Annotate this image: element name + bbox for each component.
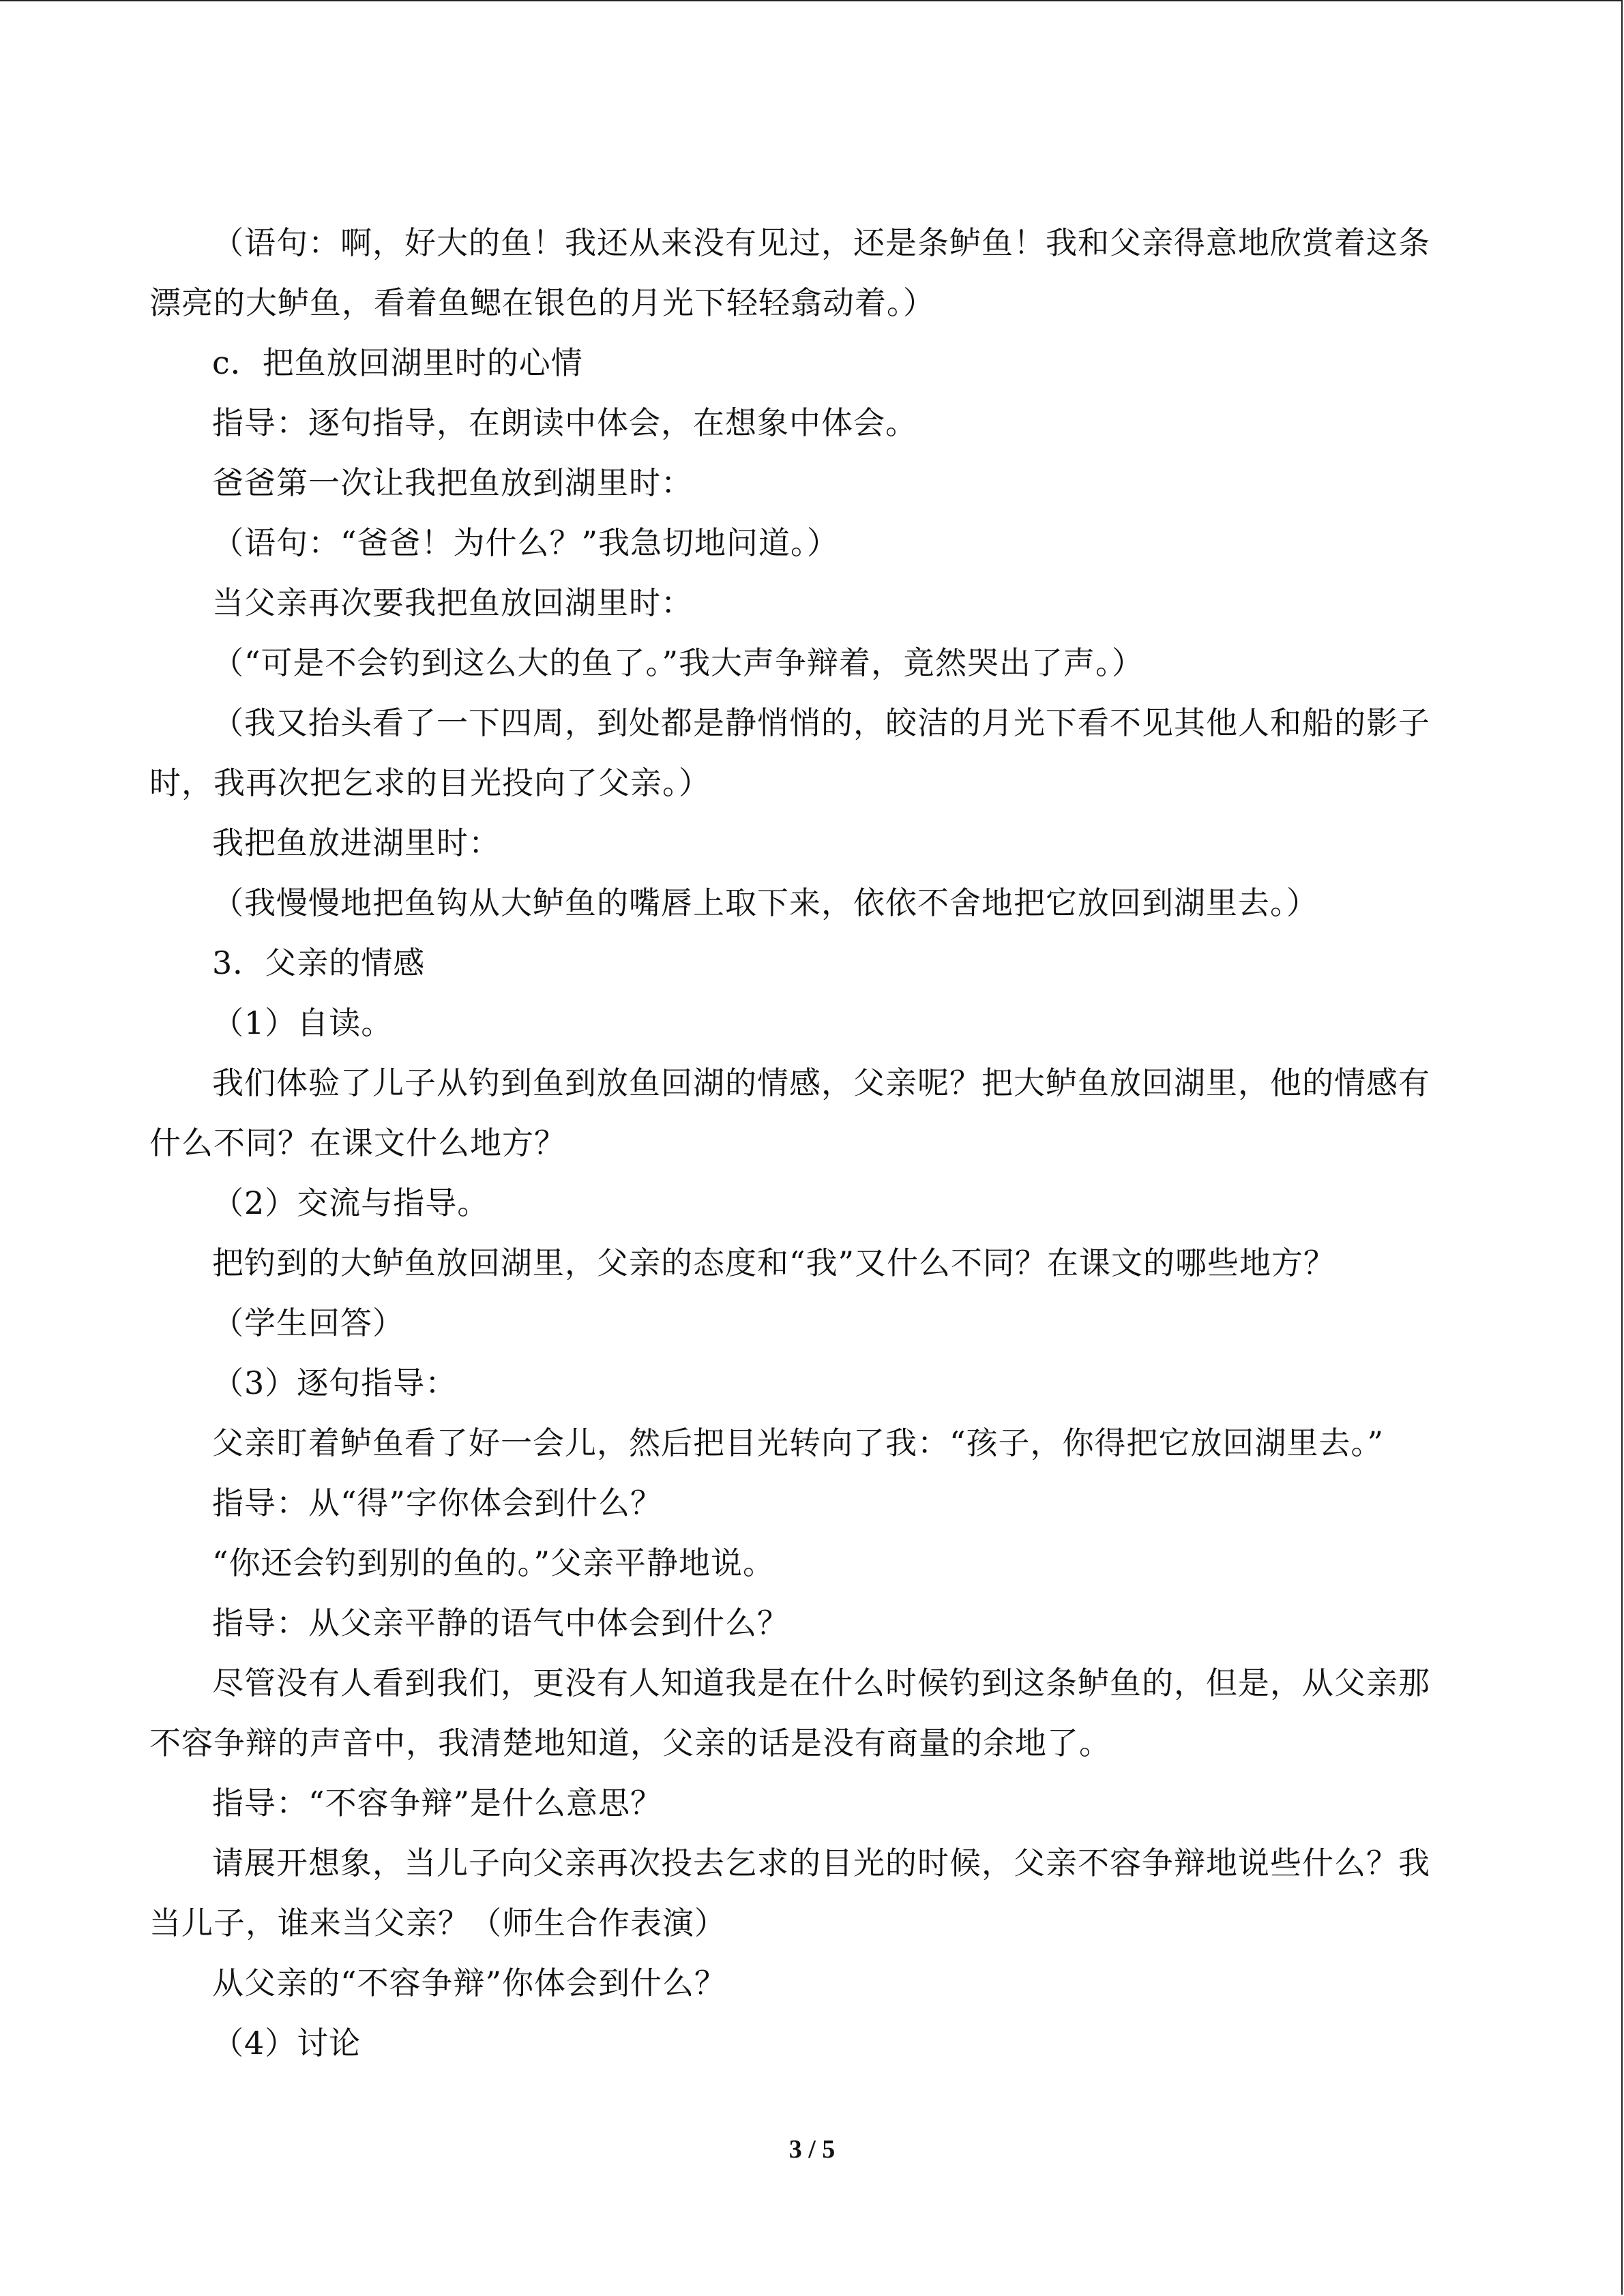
paragraph-20: “你还会钓到别的鱼的。”父亲平静地说。 (212, 1545, 776, 1581)
paragraph-19: 指导：从“得”字你体会到什么？ (212, 1485, 663, 1521)
paragraph-15: 把钓到的大鲈鱼放回湖里，父亲的态度和“我”又什么不同？在课文的哪些地方？ (212, 1244, 1336, 1281)
paragraph-25: 从父亲的“不容争辩”你体会到什么？ (212, 1965, 727, 2001)
paragraph-8: （我又抬头看了一下四周，到处都是静悄悄的，皎洁的月光下看不见其他人和船的影子时，我再次把乞求的目光投向了父亲。） (149, 704, 1430, 801)
paragraph-10: （我慢慢地把鱼钩从大鲈鱼的嘴唇上取下来，依依不舍地把它放回到湖里去。） (212, 884, 1318, 921)
paragraph-3: 指导：逐句指导，在朗读中体会，在想象中体会。 (212, 404, 917, 441)
paragraph-17: （3）逐句指导： (212, 1365, 458, 1401)
paragraph-7: （“可是不会钓到这么大的鱼了。”我大声争辩着，竟然哭出了声。） (212, 644, 1145, 681)
paragraph-1: （语句：啊，好大的鱼！我还从来没有见过，还是条鲈鱼！我和父亲得意地欣赏着这条漂亮的大鲈鱼，看着鱼鳃在银色的月光下轻轻翕动着。） (149, 224, 1430, 321)
paragraph-16: （学生回答） (212, 1304, 404, 1341)
paragraph-18: 父亲盯着鲈鱼看了好一会儿，然后把目光转向了我：“孩子，你得把它放回湖里去。” (212, 1425, 1385, 1461)
paragraph-6: 当父亲再次要我把鱼放回湖里时： (212, 584, 693, 621)
paragraph-5: （语句：“爸爸！为什么？”我急切地问道。） (212, 524, 840, 561)
paragraph-12: （1）自读。 (212, 1004, 394, 1041)
paragraph-11: 3．父亲的情感 (212, 944, 426, 981)
paragraph-9: 我把鱼放进湖里时： (212, 824, 501, 861)
paragraph-24: 请展开想象，当儿子向父亲再次投去乞求的目光的时候，父亲不容争辩地说些什么？我当儿子，谁来当父亲？（师生合作表演） (149, 1845, 1430, 1941)
paragraph-22: 尽管没有人看到我们，更没有人知道我是在什么时候钓到这条鲈鱼的，但是，从父亲那不容争辩的声音中，我清楚地知道，父亲的话是没有商量的余地了。 (149, 1665, 1430, 1761)
paragraph-26: （4）讨论 (212, 2025, 361, 2061)
paragraph-13: 我们体验了儿子从钓到鱼到放鱼回湖的情感，父亲呢？把大鲈鱼放回湖里，他的情感有什么不同？在课文什么地方？ (149, 1064, 1430, 1161)
page-number: 3 / 5 (788, 2135, 836, 2164)
paragraph-23: 指导：“不容争辩”是什么意思？ (212, 1785, 663, 1821)
paragraph-4: 爸爸第一次让我把鱼放到湖里时： (212, 464, 693, 501)
paragraph-21: 指导：从父亲平静的语气中体会到什么？ (212, 1605, 789, 1641)
document-body (149, 213, 1462, 2073)
paragraph-14: （2）交流与指导。 (212, 1184, 490, 1221)
paragraph-2: c．把鱼放回湖里时的心情 (212, 344, 583, 381)
